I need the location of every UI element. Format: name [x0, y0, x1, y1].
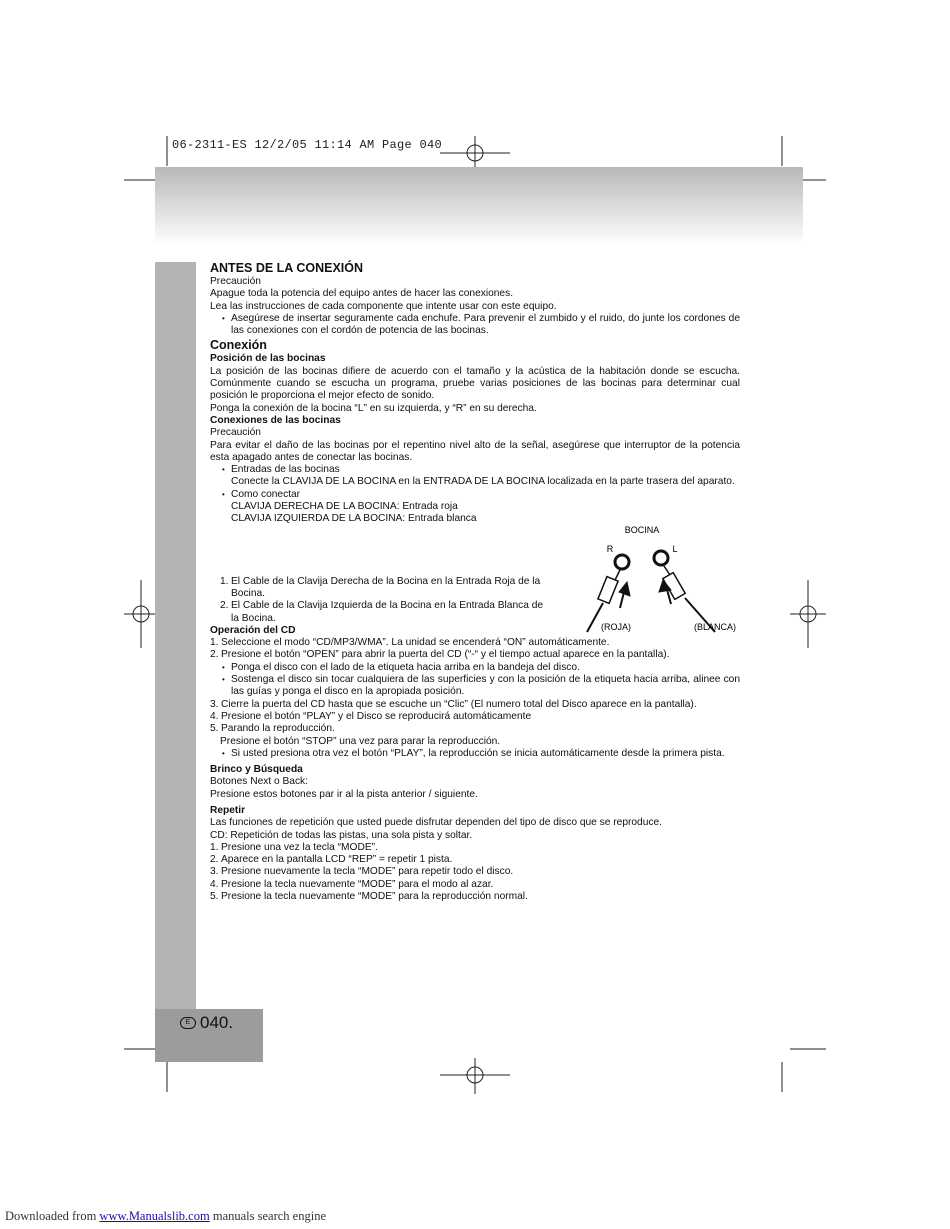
bullet-item: • Ponga el disco con el lado de la etiqueta hacia arriba en la bandeja del disco.: [210, 662, 740, 674]
step-text: Aparece en la pantalla LCD “REP” = repetir 1 pista.: [221, 854, 453, 866]
numbered-step: 5. Presione la tecla nuevamente “MODE” para la reproducción normal.: [210, 891, 528, 903]
insert-arrow-icon: [619, 580, 671, 608]
language-badge: E: [180, 1017, 196, 1029]
section-title-antes: ANTES DE LA CONEXIÓN: [210, 261, 364, 275]
bullet-item: • Asegúrese de insertar seguramente cada enchufe. Para prevenir el zumbido y el ruido, do junte los cordones de las conexiones con el cordón de potencia de las bocinas.: [210, 313, 740, 338]
text-line: Apague toda la potencia del equipo antes de hacer las conexiones.: [210, 288, 514, 300]
step-text: Presione una vez la tecla “MODE”.: [221, 841, 378, 853]
numbered-step: 2. Aparece en la pantalla LCD “REP” = repetir 1 pista.: [210, 854, 453, 866]
numbered-step: 1. Seleccione el modo “CD/MP3/WMA”. La unidad se encenderá “ON” automáticamente.: [210, 637, 610, 649]
numbered-step: 3. Presione nuevamente la tecla “MODE” para repetir todo el disco.: [210, 866, 514, 878]
bullet-detail: CLAVIJA IZQUIERDA DE LA BOCINA: Entrada blanca: [231, 513, 477, 525]
step-text: Seleccione el modo “CD/MP3/WMA”. La unidad se encenderá “ON” automáticamente.: [221, 637, 610, 649]
caution-line: Precaución: [210, 427, 261, 439]
paragraph: Para evitar el daño de las bocinas por el repentino nivel alto de la señal, asegúrese que interruptor de la potencia esta apagado antes de conectar las bocinas.: [210, 439, 740, 463]
subheading-repetir: Repetir: [210, 804, 246, 816]
numbered-step: 1. El Cable de la Clavija Derecha de la Bocina en la Entrada Roja de la Bocina.: [220, 575, 541, 599]
diagram-label-roja: (ROJA): [601, 622, 631, 632]
diagram-label-l: L: [672, 544, 678, 554]
step-text: Presione el botón “PLAY” y el Disco se reproducirá automáticamente: [221, 710, 532, 722]
step-text: Presione la tecla nuevamente “MODE” para el modo al azar.: [221, 878, 494, 890]
step-text: El Cable de la Clavija Izquierda de la Bocina en la Entrada Blanca de la Bocina.: [231, 600, 544, 624]
numbered-step: 2. Presione el botón “OPEN” para abrir la puerta del CD (“-“ y el tiempo actual aparece en la pantalla).: [210, 649, 670, 661]
diagram-title: BOCINA: [624, 525, 660, 535]
right-jack-icon: [615, 555, 629, 569]
header-band: [155, 167, 803, 245]
step-text: Presione nuevamente la tecla “MODE” para repetir todo el disco.: [221, 866, 514, 878]
text-line: Botones Next o Back:: [210, 776, 308, 788]
bullet-item: • Entradas de las bocinas: [210, 464, 740, 476]
speaker-diagram: [575, 520, 750, 640]
numbered-step: 4. Presione el botón “PLAY” y el Disco se reproducirá automáticamente: [210, 710, 532, 722]
caution-line: Precaución: [210, 276, 261, 287]
step-text: El Cable de la Clavija Derecha de la Bocina en la Entrada Roja de la Bocina.: [231, 575, 541, 599]
paragraph: La posición de las bocinas difiere de acuerdo con el tamaño y la acústica de la habitación donde se escucha. Comúnmente cuando se escucha un programa, pruebe varias posiciones de las bocinas para determinar cual posición le proporciona el mejor efecto de sonido.: [210, 365, 740, 402]
diagram-label-blanca: (BLANCA): [693, 622, 737, 632]
bullet-item: • Si usted presiona otra vez el botón “PLAY”, la reproducción se inicia automáticamente desde la primera pista.: [210, 748, 740, 760]
numbered-step: 3. Cierre la puerta del CD hasta que se escuche un “Clic” (El numero total del Disco aparece en la pantalla).: [210, 698, 697, 710]
step-text: Parando la reproducción.: [221, 723, 335, 735]
bullet-detail: CLAVIJA DERECHA DE LA BOCINA: Entrada roja: [231, 501, 458, 513]
step-text: Presione la tecla nuevamente “MODE” para la reproducción normal.: [221, 891, 528, 903]
numbered-step: 1. Presione una vez la tecla “MODE”.: [210, 841, 378, 853]
bullet-item: • Sostenga el disco sin tocar cualquiera de las superficies y con la posición de la etiqueta hacia arriba, alinee con las guías y ponga el disco en la apropiada posición.: [210, 674, 740, 699]
subheading-posicion: Posición de las bocinas: [210, 353, 326, 365]
text-line: Presione estos botones par ir al la pista anterior / siguiente.: [210, 788, 478, 800]
numbered-step: 2. El Cable de la Clavija Izquierda de la Bocina en la Entrada Blanca de la Bocina.: [220, 600, 544, 624]
subheading-conexiones: Conexiones de las bocinas: [210, 414, 341, 426]
step-text: Presione el botón “OPEN” para abrir la puerta del CD (“-“ y el tiempo actual aparece en la pantalla).: [221, 649, 670, 661]
page-number: 040.: [200, 1013, 234, 1032]
footer-prefix: Downloaded from: [5, 1209, 100, 1223]
left-jack-icon: [654, 551, 668, 565]
numbered-step: 4. Presione la tecla nuevamente “MODE” para el modo al azar.: [210, 878, 494, 890]
diagram-label-r: R: [606, 544, 614, 554]
bullet-item: • Como conectar: [210, 489, 740, 501]
bullet-detail: Conecte la CLAVIJA DE LA BOCINA en la ENTRADA DE LA BOCINA localizada en la parte trasera del aparato.: [231, 476, 735, 488]
paragraph: Ponga la conexión de la bocina “L” en su izquierda, y “R” en su derecha.: [210, 402, 537, 414]
text-line: Las funciones de repetición que usted puede disfrutar dependen del tipo de disco que se reproduce.: [210, 817, 662, 829]
manualslib-link[interactable]: www.Manualslib.com: [99, 1209, 210, 1223]
section-title-conexion: Conexión: [210, 338, 267, 353]
text-line: CD: Repetición de todas las pistas, una sola pista y soltar.: [210, 829, 473, 841]
numbered-step: 5. Parando la reproducción.: [210, 723, 335, 735]
side-bar: [155, 262, 196, 1009]
step-text: Cierre la puerta del CD hasta que se escuche un “Clic” (El numero total del Disco aparece en la pantalla).: [221, 698, 697, 710]
step-detail: Presione el botón “STOP” una vez para parar la reproducción.: [220, 735, 501, 747]
print-header: 06-2311-ES 12/2/05 11:14 AM Page 040: [172, 138, 443, 152]
download-footer: [5, 1209, 326, 1224]
text-line: Lea las instrucciones de cada componente que intente usar con este equipo.: [210, 300, 557, 312]
footer-suffix: manuals search engine: [209, 1209, 326, 1223]
subheading-brinco: Brinco y Búsqueda: [210, 764, 303, 776]
subheading-operacion: Operación del CD: [210, 624, 296, 636]
